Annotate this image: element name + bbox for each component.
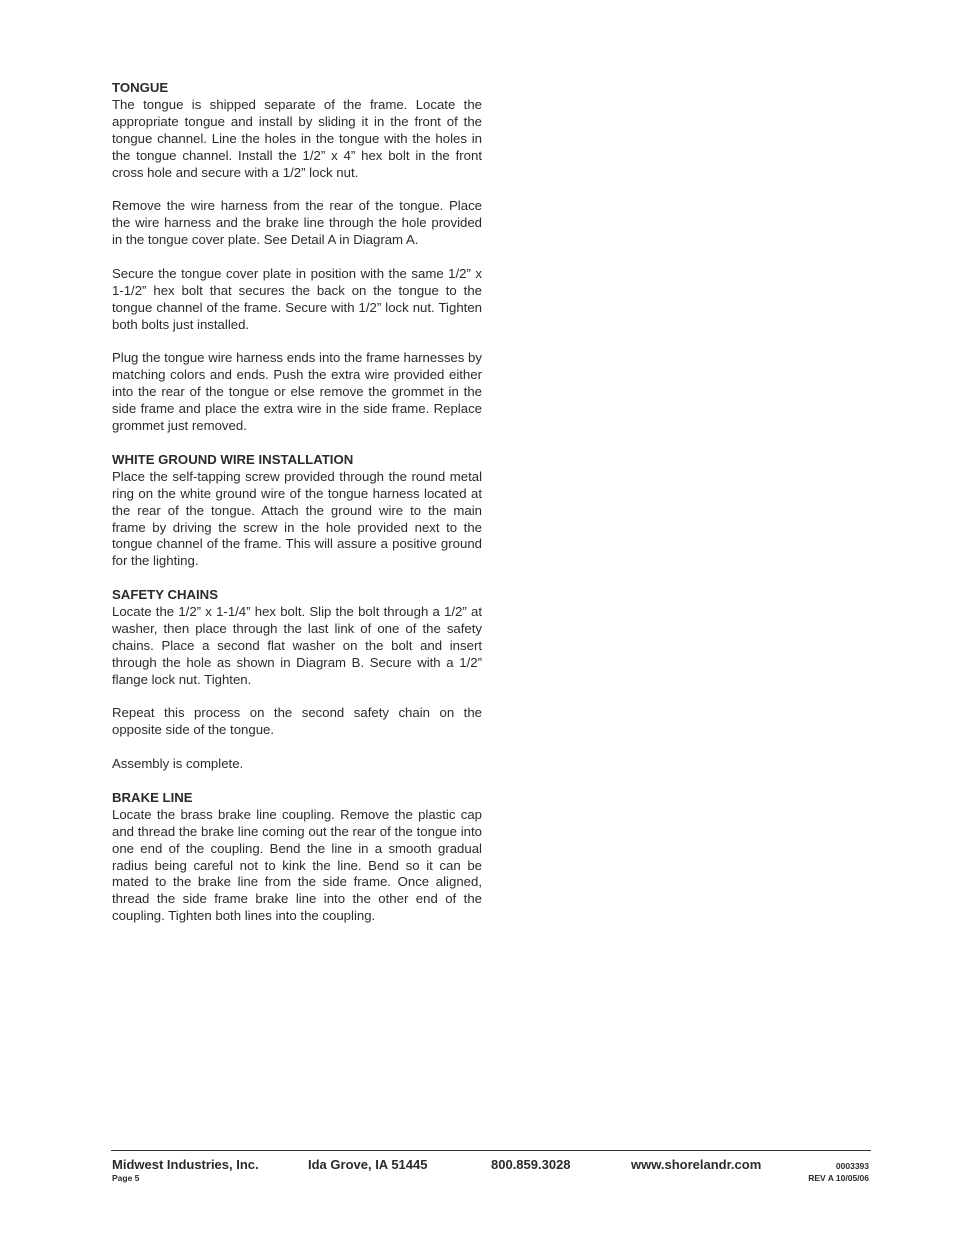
footer-website: www.shorelandr.com [631,1157,762,1172]
paragraph: Repeat this process on the second safety chain on the opposite side of the tongue. [112,705,482,738]
section-heading: TONGUE [112,80,169,95]
footer-revision: REV A 10/05/06 [808,1173,869,1183]
footer-city: Ida Grove, IA 51445 [308,1157,428,1172]
section-heading: SAFETY CHAINS [112,587,219,603]
section-safety-chains [112,587,482,773]
section-tongue [112,80,482,435]
section-heading: BRAKE LINE [112,789,193,805]
section-brake-line [112,790,482,925]
paragraph: Locate the brass brake line coupling. Remove the plastic cap and thread the brake line coming out the rear of the tongue into one end of the coupling. Bend the line in a smooth gradual radius being careful not to kink the line. Bend so it can be mated to the brake line from the side frame. Once aligned, thread the side frame brake line into the other end of the coupling. Tighten both lines into the coupling. [112,806,482,924]
paragraph: The tongue is shipped separate of the frame. Locate the appropriate tongue and install by sliding it in the front of the tongue channel. Line the holes in the tongue with the holes in the tongue channel. Install the 1/2” x 4” hex bolt in the front cross hole and secure with a 1/2” lock nut. [112,96,482,180]
paragraph: Place the self-tapping screw provided through the round metal ring on the white ground wire of the tongue harness located at the rear of the tongue. Attach the ground wire to the main frame by driving the screw in the hole provided next to the tongue channel of the frame. This will assure a positive ground for the lighting. [112,468,482,569]
footer-divider [111,1150,871,1151]
footer-page-number: Page 5 [112,1173,140,1183]
footer-phone: 800.859.3028 [491,1157,571,1172]
paragraph: Secure the tongue cover plate in position with the same 1/2” x 1-1/2” hex bolt that secures the back on the tongue to the tongue channel of the frame. Secure with 1/2” lock nut. Tighten both bolts just installed. [112,265,482,332]
paragraph: Locate the 1/2” x 1-1/4” hex bolt. Slip the bolt through a 1/2” at washer, then place through the last link of one of the safety chains. Place a second flat washer on the bolt and insert through the hole as shown in Diagram B. Secure with a 1/2” flange lock nut. Tighten. [112,604,482,687]
content-column [112,80,482,942]
paragraph: Remove the wire harness from the rear of the tongue. Place the wire harness and the brake line through the hole provided in the tongue cover plate. See Detail A in Diagram A. [112,198,482,248]
paragraph: Assembly is complete. [112,756,244,772]
section-heading: WHITE GROUND WIRE INSTALLATION [112,451,354,467]
section-white-ground-wire [112,452,482,570]
footer-part-number: 0003393 [835,1161,869,1171]
paragraph: Plug the tongue wire harness ends into the frame harnesses by matching colors and ends. Push the extra wire provided either into the rear of the tongue or else remove the grommet in the side frame and place the extra wire in the side frame. Replace grommet just removed. [112,350,482,434]
footer-company: Midwest Industries, Inc. [112,1157,259,1172]
